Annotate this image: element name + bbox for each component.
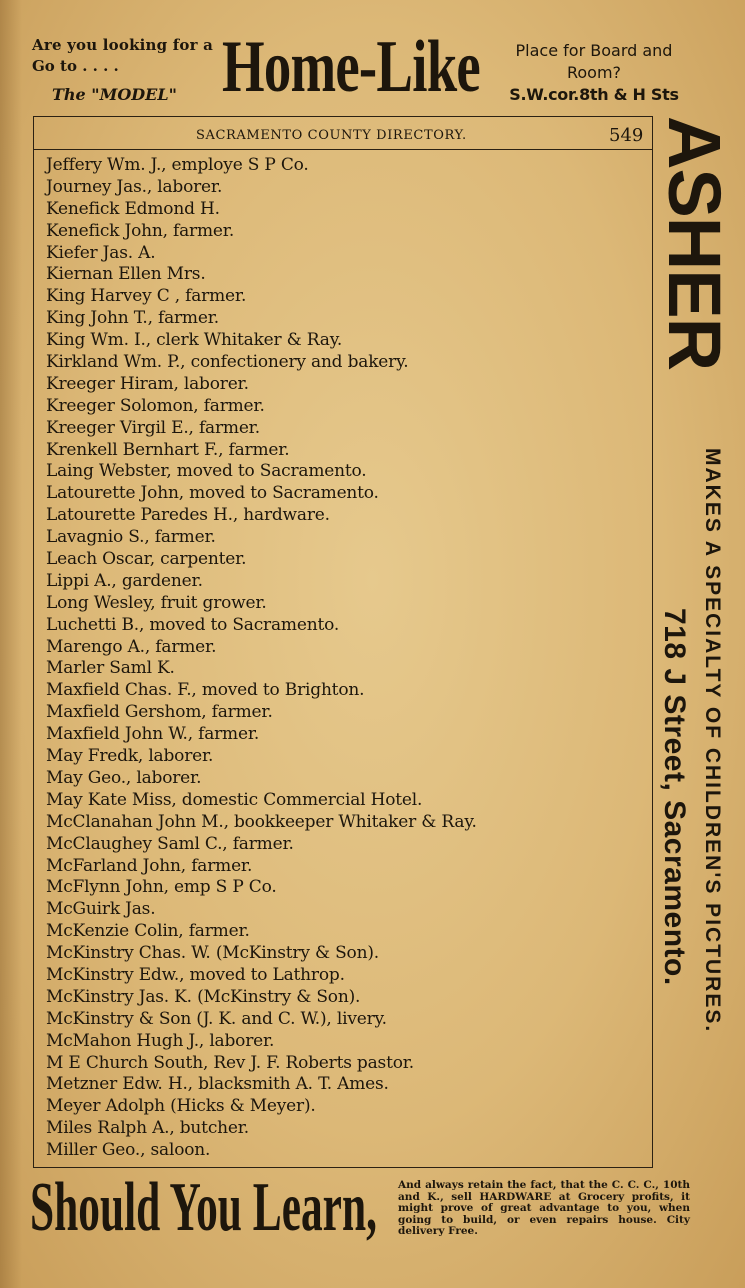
top-ad-right-text — [490, 40, 698, 106]
directory-entry: Krenkell Bernhart F., farmer. — [46, 439, 290, 460]
directory-entry: Maxfield Chas. F., moved to Brighton. — [46, 680, 365, 701]
right-advertisement — [652, 108, 745, 1218]
bottom-advertisement — [0, 1168, 745, 1288]
directory-entry: McKinstry Jas. K. (McKinstry & Son). — [46, 986, 361, 1007]
directory-entry: King John T., farmer. — [46, 308, 219, 329]
directory-entry: Long Wesley, fruit grower. — [46, 592, 267, 613]
directory-entry: Miles Ralph A., butcher. — [46, 1118, 250, 1139]
bottom-ad-fine-print: And always retain the fact, that the C. C. C., 10th and K., sell HARDWARE at Grocery profits, it might prove of great advantage to you, when going to build, or even repairs house. City delivery Free. — [398, 1179, 690, 1237]
running-header — [34, 117, 652, 150]
directory-entry: Latourette Paredes H., hardware. — [46, 505, 330, 526]
top-ad-line-2: Go to . . . . — [32, 57, 119, 75]
directory-entry: Marengo A., farmer. — [46, 636, 217, 657]
directory-entry: McFarland John, farmer. — [46, 855, 253, 876]
page-edge-stain — [0, 0, 22, 1288]
directory-entry: McMahon Hugh J., laborer. — [46, 1030, 275, 1051]
directory-entry: May Kate Miss, domestic Commercial Hotel. — [46, 789, 423, 810]
top-ad-right-line-2: Room? — [566, 63, 622, 82]
right-ad-address: 718 J Street, Sacramento. — [658, 608, 691, 986]
directory-entry: King Harvey C , farmer. — [46, 286, 247, 307]
directory-entry: Metzner Edw. H., blacksmith A. T. Ames. — [46, 1074, 389, 1095]
directory-entry: Kenefick John, farmer. — [46, 220, 235, 241]
directory-entry: Maxfield John W., farmer. — [46, 724, 260, 745]
right-ad-name: ASHER — [653, 116, 736, 371]
directory-entry: M E Church South, Rev J. F. Roberts pastor. — [46, 1052, 415, 1073]
directory-entry: Kenefick Edmond H. — [46, 198, 220, 219]
directory-entry: Leach Oscar, carpenter. — [46, 549, 247, 570]
top-ad-line-1: Are you looking for a — [32, 36, 214, 54]
directory-listing-box — [33, 116, 653, 1168]
directory-entry: McGuirk Jas. — [46, 899, 156, 920]
directory-entry: Lippi A., gardener. — [46, 570, 203, 591]
running-header-title: SACRAMENTO COUNTY DIRECTORY. — [196, 128, 467, 143]
directory-entry: Kiernan Ellen Mrs. — [46, 264, 206, 285]
directory-entry: Kirkland Wm. P., confectionery and bakery. — [46, 352, 409, 373]
directory-entry: McKinstry Chas. W. (McKinstry & Son). — [46, 943, 379, 964]
directory-entry: Miller Geo., saloon. — [46, 1140, 211, 1161]
directory-entry: Meyer Adolph (Hicks & Meyer). — [46, 1096, 316, 1117]
directory-entry: Kreeger Hiram, laborer. — [46, 373, 249, 394]
directory-entry: Latourette John, moved to Sacramento. — [46, 483, 379, 504]
top-ad-headline: Home-Like — [222, 26, 480, 108]
top-ad-line-3: The "MODEL" — [52, 85, 177, 104]
directory-entry: McClaughey Saml C., farmer. — [46, 833, 294, 854]
directory-entry: May Geo., laborer. — [46, 767, 202, 788]
top-advertisement — [0, 0, 745, 112]
directory-entry: McKinstry & Son (J. K. and C. W.), livery. — [46, 1008, 387, 1029]
directory-entry: King Wm. I., clerk Whitaker & Ray. — [46, 330, 343, 351]
directory-entry: Lavagnio S., farmer. — [46, 527, 216, 548]
directory-entry: Luchetti B., moved to Sacramento. — [46, 614, 340, 635]
directory-entries — [46, 155, 477, 1162]
directory-entry: Kreeger Virgil E., farmer. — [46, 417, 260, 438]
directory-entry: McKenzie Colin, farmer. — [46, 921, 250, 942]
top-ad-address: S.W.cor.8th & H Sts — [509, 85, 679, 104]
directory-entry: McFlynn John, emp S P Co. — [46, 877, 277, 898]
directory-entry: Journey Jas., laborer. — [46, 176, 223, 197]
bottom-ad-headline: Should You Learn, — [30, 1169, 377, 1246]
directory-entry: McKinstry Edw., moved to Lathrop. — [46, 964, 345, 985]
directory-entry: McClanahan John M., bookkeeper Whitaker & Ray. — [46, 811, 477, 832]
directory-entry: Kiefer Jas. A. — [46, 242, 156, 263]
directory-entry: May Fredk, laborer. — [46, 746, 214, 767]
page-number: 549 — [609, 125, 644, 146]
right-ad-tagline: MAKES A SPECIALTY OF CHILDREN'S PICTURES. — [701, 448, 724, 1034]
directory-entry: Kreeger Solomon, farmer. — [46, 395, 265, 416]
directory-entry: Laing Webster, moved to Sacramento. — [46, 461, 367, 482]
directory-entry: Marler Saml K. — [46, 658, 175, 679]
directory-entry: Jeffery Wm. J., employe S P Co. — [46, 155, 309, 175]
top-ad-right-line-1: Place for Board and — [515, 41, 673, 60]
directory-entry: Maxfield Gershom, farmer. — [46, 702, 273, 723]
